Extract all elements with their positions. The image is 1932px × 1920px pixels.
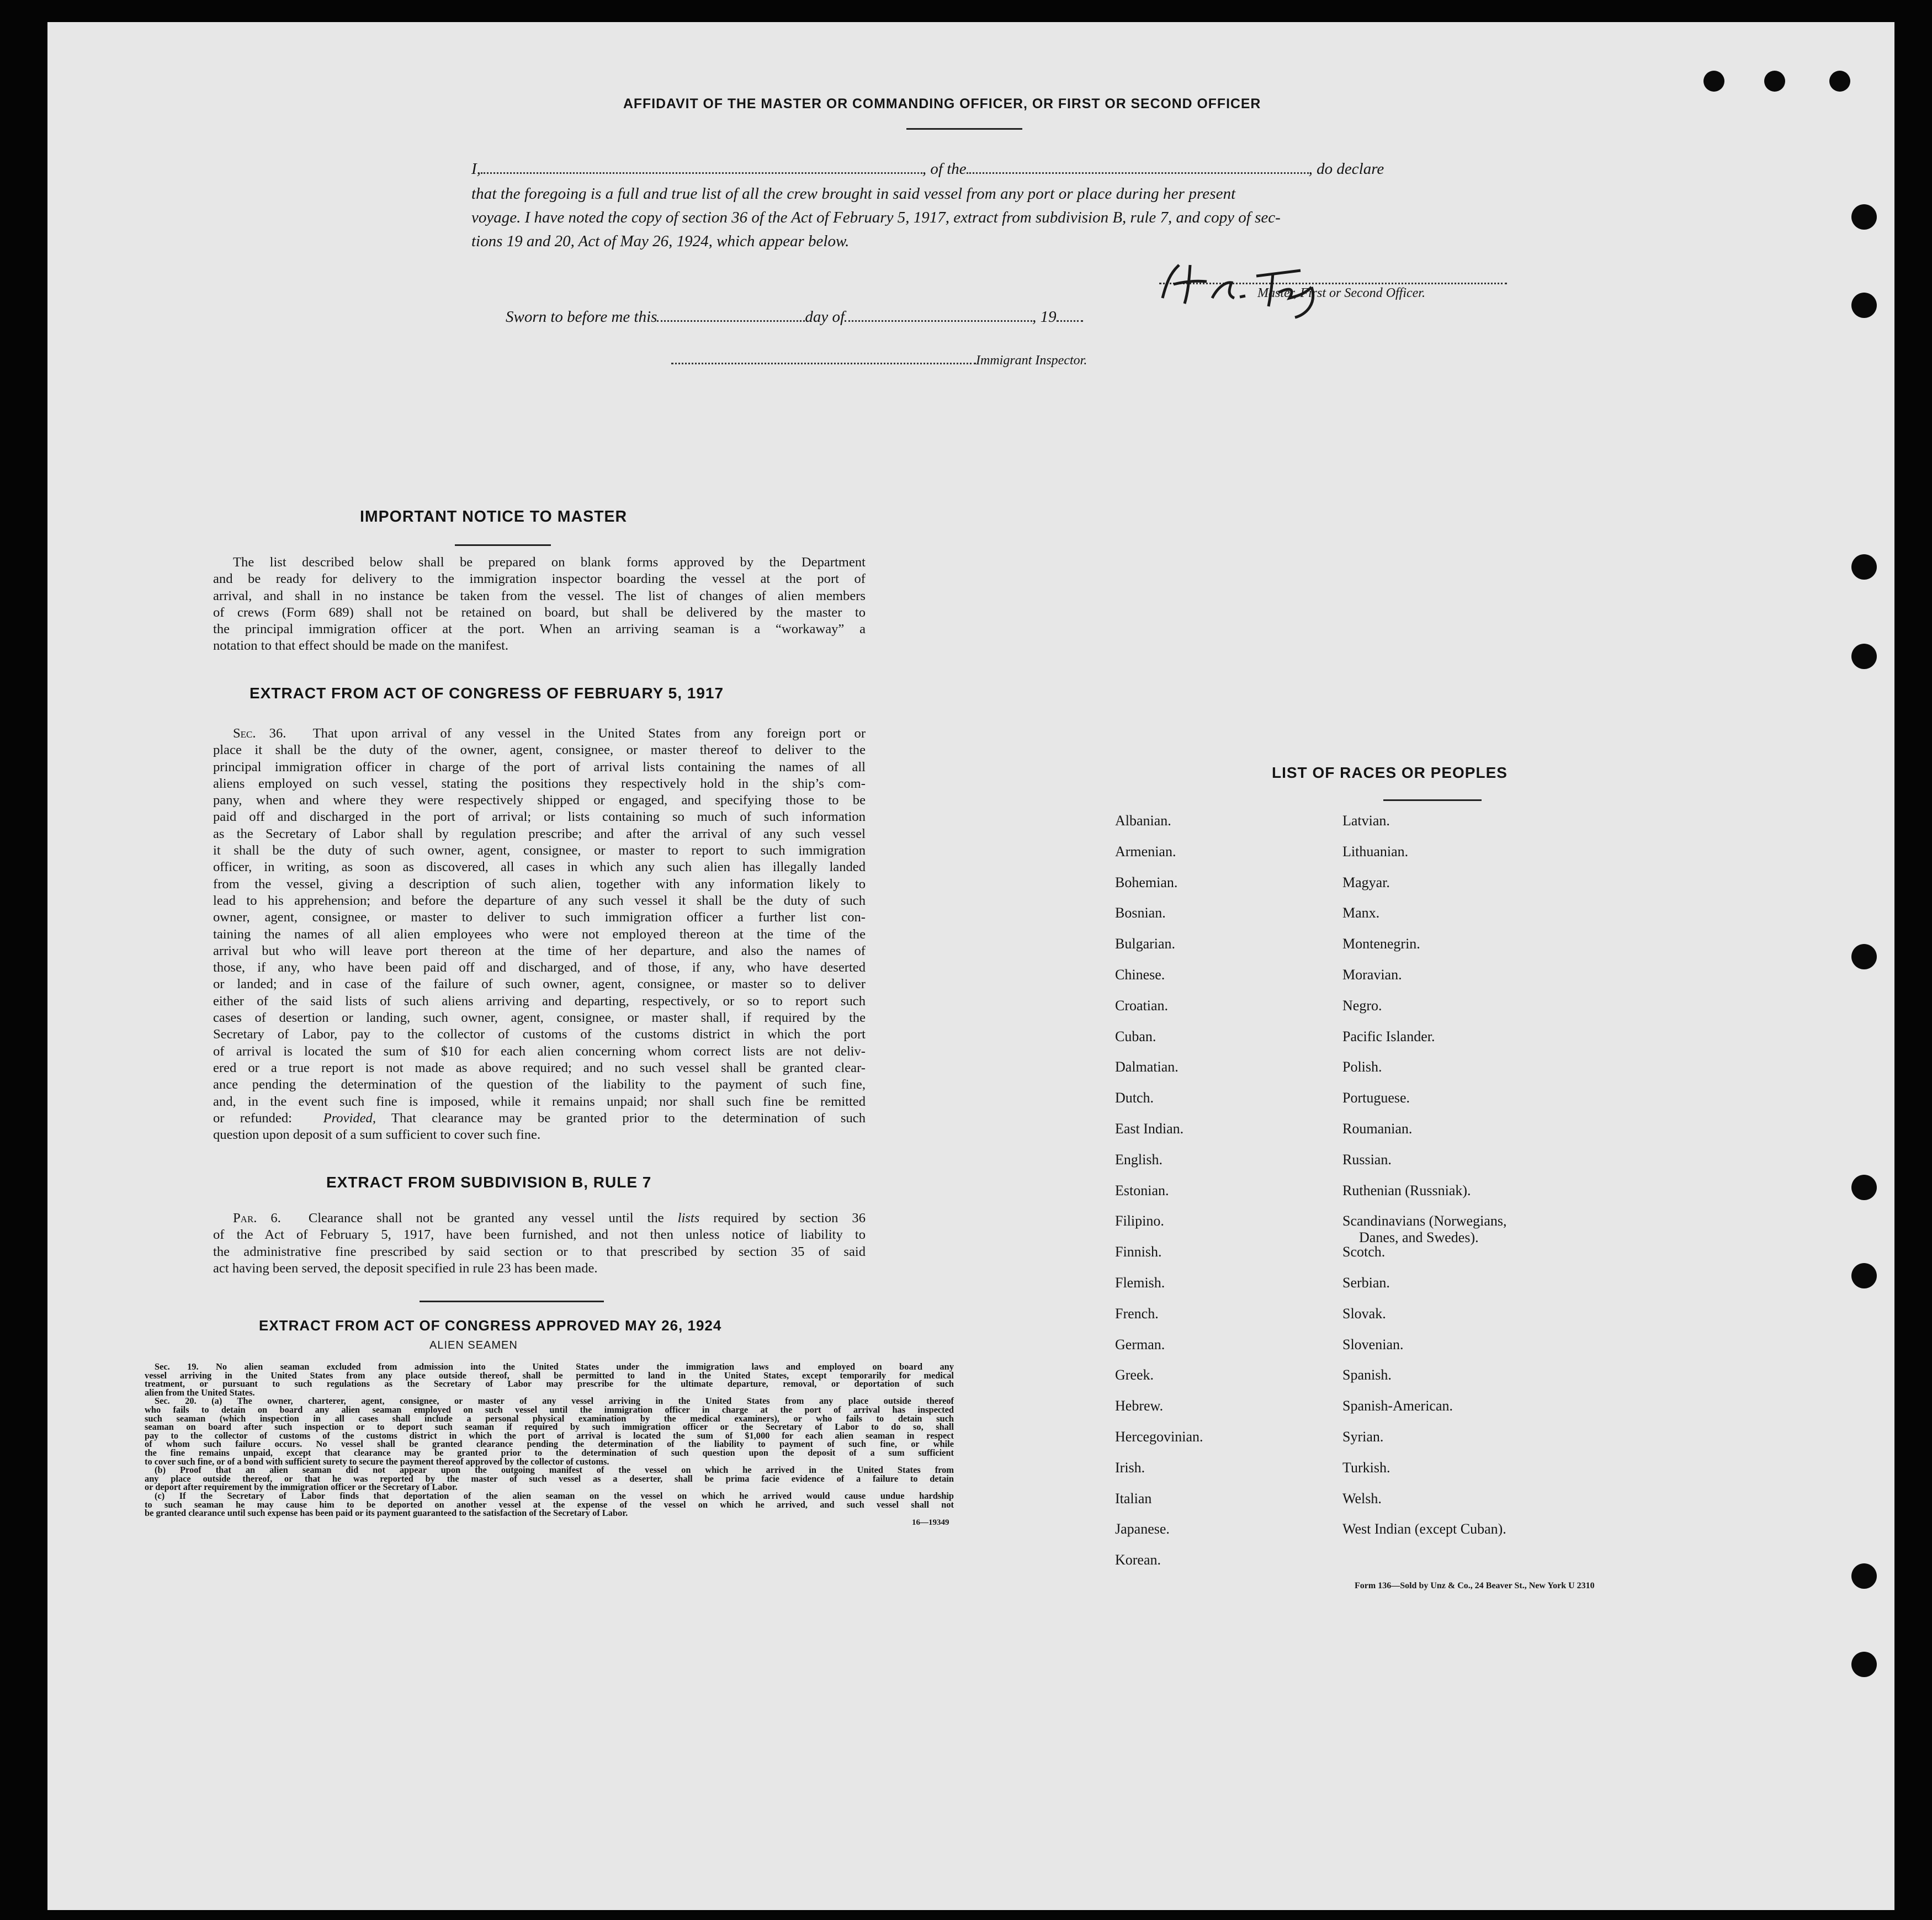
race-entry: Cuban. <box>1115 1028 1156 1044</box>
races-title: LIST OF RACES OR PEOPLES <box>1272 764 1508 781</box>
race-entry: Bulgarian. <box>1115 936 1176 952</box>
form-footer: Form 136—Sold by Unz & Co., 24 Beaver St., New York U 2310 <box>1355 1581 1595 1590</box>
extract-1924-text: Sec. 19. No alien seaman excluded from admission into the United States under the immigration laws and employed on board any vessel arriving in the United States from any place outside thereof, shall be permitted to land in the United States, except temporarily for medical treatment, or pursuant to such regulations as the Secretary of Labor may prescribe for the ultimate departure, removal, or deportation of such alien from the United States. Sec. 20. (a) The owner, charterer, agent, consignee, or master of any vessel arriving in the United States from any place outside thereof who fails to detain on board any alien seaman employed on such vessel until the immigration officer in charge at the port of arrival has inspected such seaman (which inspection in all cases shall include a personal physical examination by the medical examiners), or who fails to detain such seaman on board after such inspection or to deport such seaman if required by such immigration officer or the Secretary of Labor to do so, shall pay to the collector of customs of the customs district in which the port of arrival is located the sum of $1,000 for each alien seaman in respect of whom such failure occurs. No vessel shall be granted clearance pending the determination of the liability to payment of such fine, or while the fine remains unpaid, except that clearance may be granted prior to the determination of such question upon the deposit of a sum sufficient to cover such fine, or of a bond with sufficient surety to secure the payment thereof approved by the collector of customs. (b) Proof that an alien seaman did not appear upon the outgoing manifest of the vessel on which he arrived in the United States from any place outside thereof, or that he was reported by the master of such vessel as a deserter, shall be prima facie evidence of a failure to detain or deport after requirement by the immigration officer or the Secretary of Labor. (c) If the Secretary of Labor finds that deportation of the alien seaman on the vessel on which he arrived would cause undue hardship to such seaman he may cause him to be deported on another vessel at the expense of the vessel on which he arrived, and such vessel shall not be granted clearance until such expense has been paid or its payment guaranteed to the satisfaction of the Secretary of Labor. <box>145 1361 954 1519</box>
race-entry: Manx. <box>1342 905 1380 921</box>
punch-hole-top-1 <box>1703 71 1724 92</box>
race-entry: Hebrew. <box>1115 1398 1164 1414</box>
extract-1924-title: EXTRACT FROM ACT OF CONGRESS APPROVED MAY 26, 1924 <box>259 1317 722 1334</box>
punch-hole <box>1851 293 1877 318</box>
race-entry: Spanish. <box>1342 1367 1392 1383</box>
sworn-year-field[interactable] <box>1057 316 1083 322</box>
punch-hole-top-3 <box>1829 71 1850 92</box>
race-entry: Japanese. <box>1115 1521 1170 1537</box>
race-entry: Finnish. <box>1115 1244 1162 1260</box>
race-entry: Scandinavians (Norwegians, <box>1342 1213 1507 1229</box>
race-entry: Roumanian. <box>1342 1121 1413 1137</box>
race-entry: Dalmatian. <box>1115 1059 1179 1075</box>
extract-1917-title: EXTRACT FROM ACT OF CONGRESS OF FEBRUARY 5, 1917 <box>250 685 724 702</box>
race-entry: Korean. <box>1115 1552 1161 1568</box>
race-entry: Turkish. <box>1342 1459 1390 1476</box>
sworn-line: Sworn to before me this day of , 19 <box>506 308 1083 326</box>
race-entry: Dutch. <box>1115 1090 1154 1106</box>
race-entry: Scotch. <box>1342 1244 1386 1260</box>
punch-hole <box>1851 1563 1877 1589</box>
affidavit-title: AFFIDAVIT OF THE MASTER OR COMMANDING OFFICER, OR FIRST OR SECOND OFFICER <box>623 97 1261 112</box>
race-entry: Croatian. <box>1115 997 1169 1014</box>
race-entry: English. <box>1115 1151 1163 1168</box>
extract-rule7-text: Par. 6. Clearance shall not be granted any vessel until the lists required by section 36 of the Act of February 5, 1917, have been furnished, and not then unless notice of liability to the administrative fine prescribed by said section or to that prescribed by section 35 of said act having been served, the deposit specified in rule 23 has been made. <box>213 1211 866 1276</box>
race-entry: West Indian (except Cuban). <box>1342 1521 1506 1537</box>
race-entry: Italian <box>1115 1490 1152 1507</box>
race-entry: Albanian. <box>1115 813 1171 829</box>
race-entry: Serbian. <box>1342 1275 1390 1291</box>
races-title-rule <box>1383 799 1482 801</box>
race-entry: Polish. <box>1342 1059 1382 1075</box>
race-entry: Latvian. <box>1342 813 1390 829</box>
punch-hole <box>1851 1175 1877 1200</box>
punch-hole <box>1851 944 1877 969</box>
race-entry: Moravian. <box>1342 967 1402 983</box>
print-code: 16—19349 <box>912 1518 949 1527</box>
race-entry: Bosnian. <box>1115 905 1166 921</box>
document-page <box>47 22 1894 1910</box>
notice-title: IMPORTANT NOTICE TO MASTER <box>360 508 628 526</box>
race-entry: Bohemian. <box>1115 874 1178 890</box>
notice-title-rule <box>455 544 551 546</box>
race-entry: German. <box>1115 1336 1165 1353</box>
race-entry: Russian. <box>1342 1151 1392 1168</box>
affidavit-line-4: tions 19 and 20, Act of May 26, 1924, which appear below. <box>471 232 850 250</box>
punch-hole <box>1851 1652 1877 1677</box>
race-entry: Portuguese. <box>1342 1090 1410 1106</box>
rule7-divider <box>420 1301 604 1302</box>
affidavit-line-2: that the foregoing is a full and true list of all the crew brought in said vessel from any port or place during her present <box>471 185 1236 203</box>
race-entry: Filipino. <box>1115 1213 1164 1229</box>
punch-hole-top-2 <box>1764 71 1785 92</box>
race-entry: Montenegrin. <box>1342 936 1420 952</box>
race-entry: Slovak. <box>1342 1305 1386 1322</box>
race-entry: Estonian. <box>1115 1182 1169 1198</box>
sworn-day-field[interactable] <box>657 316 805 322</box>
race-entry: Greek. <box>1115 1367 1154 1383</box>
race-entry: East Indian. <box>1115 1121 1184 1137</box>
notice-text: The list described below shall be prepared on blank forms approved by the Department and be ready for delivery to the immigration inspector boarding the vessel at the port of arrival, and shall in no instance be taken from the vessel. The list of changes of alien members of crews (Form 689) shall not be retained on board, but shall be delivered by the master to the principal immigration officer at the port. When an arriving seaman is a “workaway” a notation to that effect should be made on the manifest. <box>213 555 866 654</box>
vessel-name-field[interactable] <box>967 168 1309 174</box>
punch-hole <box>1851 1263 1877 1288</box>
race-entry: Irish. <box>1115 1459 1145 1476</box>
race-entry: Armenian. <box>1115 843 1176 860</box>
master-name-field[interactable] <box>481 168 922 174</box>
extract-1924-subtitle: ALIEN SEAMEN <box>429 1339 518 1351</box>
extract-1917-text: Sec. 36. That upon arrival of any vessel in the United States from any foreign port or place it shall be the duty of the owner, agent, consignee, or master thereof to deliver to the principal immigration officer in charge of the port of arrival lists containing the names of all aliens employed on such vessel, stating the positions they respectively hold in the ship’s com- pany, when and where they were respectively shipped or engaged, and specifying those to be paid off and discharged in the port of arrival; or lists containing so much of such information as the Secretary of Labor shall by regulation prescribe; and after the arrival of any such vessel it shall be the duty of such owner, agent, consignee, or master to report to such immigration officer, in writing, as soon as discovered, all cases in which any such alien has illegally landed from the vessel, giving a description of such alien, together with any information likely to lead to his apprehension; and before the departure of any such vessel it shall be the duty of such owner, agent, consignee, or master to deliver to such immigration officer a further list con- taining the names of all alien employees who were not employed thereon at the time of the arrival but who will leave port thereon at the time of her departure, and also the names of those, if any, who have been paid off and discharged, and of those, if any, who have deserted or landed; and in case of the failure of such owner, agent, consignee, or master so to deliver either of the said lists of such aliens arriving and departing, respectively, or so to report such cases of desertion or landing, such owner, agent, consignee, or master shall, if required by the Secretary of Labor, pay to the collector of customs of the customs district in which the port of arrival is located the sum of $10 for each alien concerning whom correct lists are not deliv- ered or a true report is not made as above required; and no such vessel shall be granted clear- ance pending the determination of the question of the liability to the payment of such fine, and, in the event such fine is imposed, while it remains unpaid; nor shall such fine be remitted or refunded: Provided, That clearance may be granted prior to the determination of such question upon deposit of a sum sufficient to cover such fine. <box>213 726 866 1143</box>
race-entry: Syrian. <box>1342 1429 1384 1445</box>
affidavit-title-rule <box>906 128 1022 130</box>
punch-hole <box>1851 644 1877 669</box>
race-entry: Chinese. <box>1115 967 1165 983</box>
signature-caption: Master, First or Second Officer. <box>1257 286 1425 300</box>
race-entry: Pacific Islander. <box>1342 1028 1435 1044</box>
inspector-signature-field[interactable] <box>671 358 976 364</box>
race-entry: Danes, and Swedes). <box>1359 1229 1479 1246</box>
race-entry: Hercegovinian. <box>1115 1429 1203 1445</box>
punch-hole <box>1851 554 1877 580</box>
race-entry: Ruthenian (Russniak). <box>1342 1182 1471 1198</box>
race-entry: Negro. <box>1342 997 1382 1014</box>
inspector-line: Immigrant Inspector. <box>671 353 1087 368</box>
race-entry: Slovenian. <box>1342 1336 1404 1353</box>
punch-hole <box>1851 204 1877 230</box>
race-entry: Flemish. <box>1115 1275 1165 1291</box>
race-entry: Lithuanian. <box>1342 843 1409 860</box>
race-entry: Spanish-American. <box>1342 1398 1453 1414</box>
extract-rule7-title: EXTRACT FROM SUBDIVISION B, RULE 7 <box>326 1174 652 1191</box>
race-entry: Magyar. <box>1342 874 1390 890</box>
sworn-month-field[interactable] <box>845 316 1032 322</box>
affidavit-declaration-line: I, , of the , do declare <box>471 160 1384 178</box>
race-entry: French. <box>1115 1305 1159 1322</box>
race-entry: Welsh. <box>1342 1490 1382 1507</box>
affidavit-line-3: voyage. I have noted the copy of section 36 of the Act of February 5, 1917, extract from subdivision B, rule 7, and copy of sec- <box>471 209 1281 226</box>
